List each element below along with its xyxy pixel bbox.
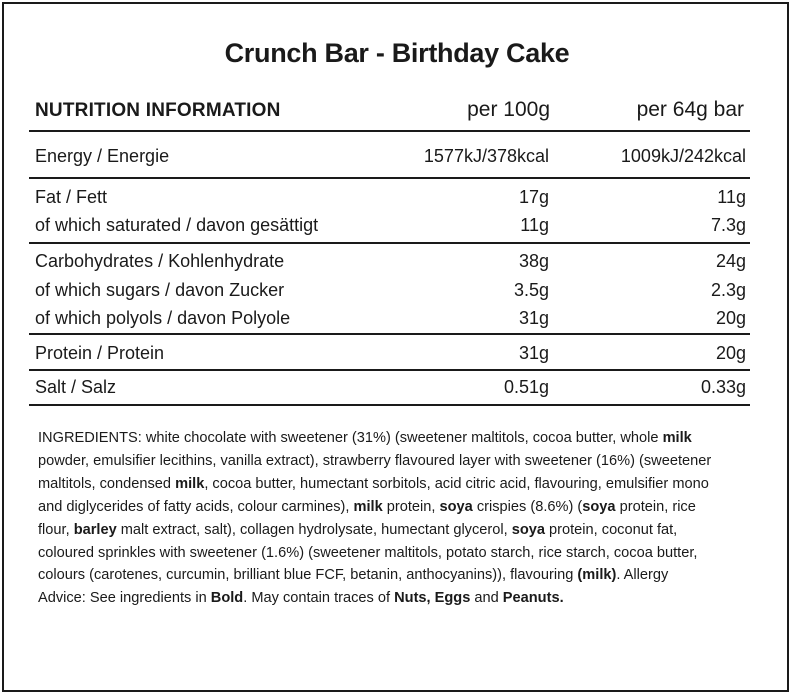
allergen-highlight: Nuts, Eggs	[394, 590, 471, 607]
nutrient-label: of which saturated / davon gesättigt	[35, 215, 319, 235]
nutrition-row-polyols	[35, 308, 746, 334]
nutrition-row-saturated	[35, 215, 746, 241]
value-per100: 11g	[520, 215, 549, 235]
allergen-highlight: Peanuts.	[502, 590, 564, 607]
ingredients-segment: and	[470, 590, 503, 607]
ingredients-segment: crispies (8.6%) (	[472, 498, 583, 515]
value-per-bar: 20g	[715, 308, 746, 328]
row-divider	[29, 177, 750, 179]
ingredients-segment: protein,	[382, 498, 440, 515]
allergen-highlight: soya	[439, 498, 473, 515]
allergen-highlight: milk	[175, 475, 205, 492]
allergen-highlight: barley	[73, 521, 117, 538]
value-per-bar: 0.33g	[700, 377, 746, 397]
ingredients-segment: powder, emulsifier lecithins, vanilla extract), strawberry flavoured layer with sweetener (16%) (sweetener maltitols, condensed	[38, 452, 712, 492]
value-per100: 17g	[518, 187, 549, 207]
ingredients-segment: protein, rice flour,	[38, 498, 696, 538]
ingredients-segment: malt extract, salt), collagen hydrolysate, humectant glycerol,	[116, 521, 512, 538]
value-per-bar: 24g	[715, 251, 746, 271]
value-per100: 3.5g	[513, 280, 549, 300]
ingredients-segment: . May contain traces of	[243, 590, 395, 607]
header-divider	[29, 130, 750, 132]
nutrient-label: of which polyols / davon Polyole	[35, 308, 291, 328]
allergen-highlight: soya	[511, 521, 545, 538]
nutrient-label: Fat / Fett	[35, 187, 108, 207]
value-per100: 0.51g	[503, 377, 549, 397]
product-title: Crunch Bar - Birthday Cake	[224, 38, 570, 68]
row-divider	[29, 242, 750, 244]
ingredients-segment: protein, coconut fat, coloured sprinkles with sweetener (1.6%) (sweetener maltitols, potato starch, rice starch, cocoa butter, colours (carotenes, curcumin, brilliant blue FCF, betanin, anthocyanins)), flavouring	[38, 521, 698, 584]
nutrition-header-per100: per 100g	[467, 98, 550, 121]
value-per100: 31g	[518, 343, 549, 363]
value-per-bar: 11g	[717, 187, 746, 207]
ingredients-text	[38, 427, 718, 610]
nutrition-row-energy	[35, 146, 746, 172]
allergen-highlight: soya	[582, 498, 616, 515]
value-per-bar: 7.3g	[710, 215, 746, 235]
nutrition-row-sugars	[35, 280, 746, 306]
nutrient-label: Salt / Salz	[35, 377, 117, 397]
nutrient-label: Protein / Protein	[35, 343, 165, 363]
nutrition-row-salt	[35, 377, 746, 403]
allergen-highlight: (milk)	[577, 567, 617, 584]
allergen-highlight: milk	[662, 430, 692, 446]
allergen-highlight: milk	[353, 498, 383, 515]
value-per-bar: 1009kJ/242kcal	[620, 146, 746, 166]
nutrition-header	[35, 98, 750, 128]
value-per100: 31g	[518, 308, 549, 328]
row-divider	[29, 333, 750, 335]
nutrient-label: Energy / Energie	[35, 146, 170, 166]
value-per-bar: 20g	[715, 343, 746, 363]
ingredients-segment: . Allergy Advice: See ingredients in	[38, 567, 669, 607]
nutrient-label: Carbohydrates / Kohlenhydrate	[35, 251, 285, 271]
value-per100: 1577kJ/378kcal	[423, 146, 549, 166]
table-bottom-divider	[29, 404, 750, 406]
nutrition-row-carbohydrates	[35, 251, 746, 277]
nutrition-header-label: NUTRITION INFORMATION	[35, 100, 281, 121]
nutrition-header-per-bar: per 64g bar	[636, 98, 744, 121]
value-per-bar: 2.3g	[710, 280, 746, 300]
ingredients-segment: , cocoa butter, humectant sorbitols, acid citric acid, flavouring, emulsifier mono and diglycerides of fatty acids, colour carmines),	[38, 475, 709, 515]
row-divider	[29, 369, 750, 371]
nutrition-row-fat	[35, 187, 746, 213]
nutrient-label: of which sugars / davon Zucker	[35, 280, 285, 300]
ingredients-segment: INGREDIENTS: white chocolate with sweetener (31%) (sweetener maltitols, cocoa butter, whole	[38, 430, 663, 446]
nutrition-row-protein	[35, 343, 746, 369]
value-per100: 38g	[518, 251, 549, 271]
allergen-highlight: Bold	[210, 590, 244, 607]
